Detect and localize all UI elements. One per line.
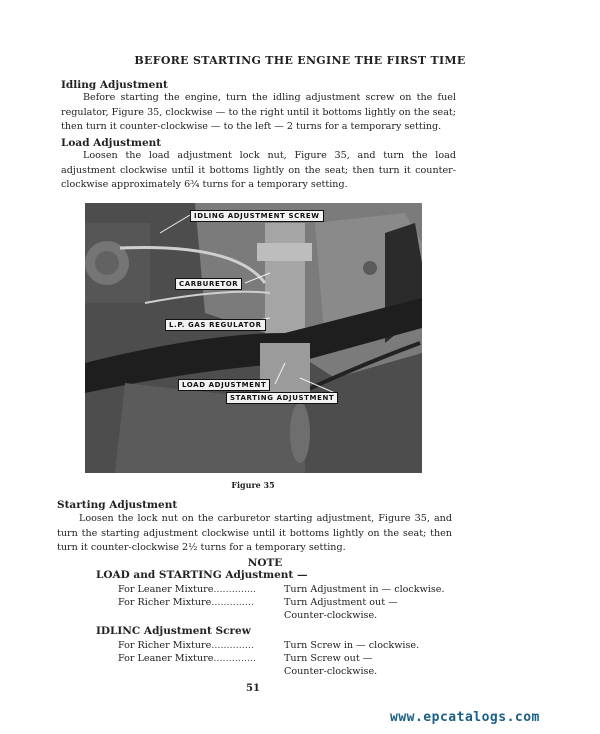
row-dots: ..............: [211, 597, 255, 608]
engine-illustration: [85, 203, 422, 473]
callout-idling-adjustment-screw: IDLING ADJUSTMENT SCREW: [190, 210, 324, 222]
note-load-starting-heading: LOAD and STARTING Adjustment —: [96, 569, 308, 581]
starting-paragraph: Loosen the lock nut on the carburetor starting adjustment, Figure 35, and turn the starting adjustment clockwise until it bottoms lightly on the seat; then turn it counter-clockwise 2½ turns for a temporary setting.: [57, 513, 452, 553]
row-action: Turn Adjustment out —: [284, 597, 398, 608]
callout-load-adjustment: LOAD ADJUSTMENT: [178, 379, 270, 391]
note-idling-heading: IDLINC Adjustment Screw: [96, 625, 251, 637]
page-number: 51: [246, 683, 260, 694]
row-dots: ..............: [211, 640, 255, 651]
row-action-continued: Counter-clockwise.: [284, 666, 378, 677]
row-action-continued: Counter-clockwise.: [284, 610, 378, 621]
note-title: NOTE: [247, 557, 283, 569]
row-action: Turn Screw in — clockwise.: [284, 640, 420, 651]
note-row: [118, 652, 256, 665]
load-paragraph: Loosen the load adjustment lock nut, Figure 35, and turn the load adjustment clockwise until it bottoms lightly on the seat; then turn it counter-clockwise approximately 6¾ turns for a temporary setting.: [61, 150, 456, 190]
load-heading: Load Adjustment: [61, 137, 162, 149]
callout-lp-gas-regulator: L.P. GAS REGULATOR: [165, 319, 266, 331]
row-label: For Leaner Mixture: [118, 653, 214, 664]
row-label: For Leaner Mixture: [118, 584, 214, 595]
watermark-link[interactable]: www.epcatalogs.com: [390, 710, 540, 725]
row-dots: ..............: [213, 584, 257, 595]
callout-starting-adjustment: STARTING ADJUSTMENT: [226, 392, 338, 404]
figure-35-photo: [85, 203, 422, 473]
row-label: For Richer Mixture: [118, 597, 212, 608]
page-title: BEFORE STARTING THE ENGINE THE FIRST TIME: [134, 54, 466, 67]
figure-caption: Figure 35: [231, 480, 275, 490]
row-label: For Richer Mixture: [118, 640, 212, 651]
idling-heading: Idling Adjustment: [61, 79, 168, 91]
row-action: Turn Adjustment in — clockwise.: [284, 584, 445, 595]
row-dots: ..............: [213, 653, 257, 664]
row-action: Turn Screw out —: [284, 653, 373, 664]
note-row: [118, 596, 254, 609]
callout-carburetor: CARBURETOR: [175, 278, 242, 290]
idling-paragraph: Before starting the engine, turn the idling adjustment screw on the fuel regulator, Figure 35, clockwise — to the right until it bottoms lightly on the seat; then turn it counter-clockwise — to the left — 2 turns for a temporary setting.: [61, 92, 456, 132]
starting-heading: Starting Adjustment: [57, 499, 178, 511]
note-row: [118, 639, 254, 652]
note-row: [118, 583, 256, 596]
